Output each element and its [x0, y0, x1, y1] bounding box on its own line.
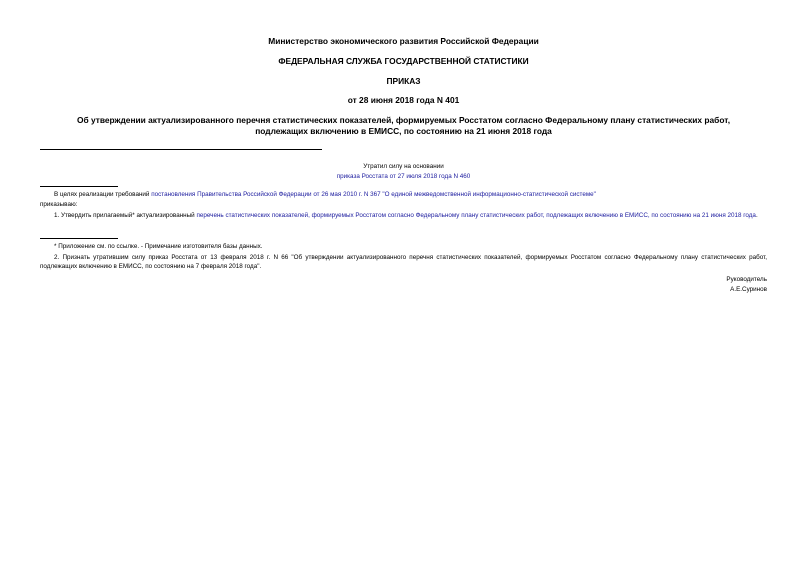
signature-position: Руководитель [726, 276, 767, 283]
item1-paragraph [40, 211, 767, 220]
void-note [200, 162, 607, 181]
doc-type-heading: ПРИКАЗ [386, 76, 421, 86]
note-rule [40, 186, 118, 187]
service-heading: ФЕДЕРАЛЬНАЯ СЛУЖБА ГОСУДАРСТВЕННОЙ СТАТИСТИКИ [278, 56, 529, 66]
item1-prefix: 1. Утвердить прилагаемый* актуализированный [54, 212, 197, 219]
signature-block [726, 275, 767, 294]
void-note-link[interactable]: приказа Росстата от 27 июля 2018 года N 460 [336, 172, 471, 180]
intro-prefix: В целях реализации требований [54, 191, 152, 198]
ministry-heading: Министерство экономического развития Российской Федерации [268, 36, 539, 46]
indicators-list-link[interactable]: перечень статистических показателей, формируемых Росстатом согласно Федеральному плану статистических работ, подлежащих включению в ЕМИСС, по состоянию на 21 июня 2018 года [196, 212, 756, 219]
order-word: приказываю: [40, 201, 78, 208]
footnote-rule [40, 238, 118, 239]
signature-name: А.Е.Суринов [730, 285, 767, 293]
item2-paragraph: 2. Признать утратившим силу приказ Росстата от 13 февраля 2018 г. N 66 "Об утверждении актуализированного перечня статистических показателей, формируемых Росстатом согласно Федеральному плану статистических работ, подлежащих включению в ЕМИСС, по состоянию на 7 февраля 2018 года". [40, 254, 767, 270]
void-note-text: Утратил силу на основании [363, 163, 444, 170]
separator-rule [40, 149, 322, 150]
document-title-line2: подлежащих включению в ЕМИСС, по состоянию на 21 июня 2018 года [255, 126, 552, 136]
intro-paragraph [40, 190, 767, 199]
item1-suffix: . [755, 212, 758, 219]
footnote-text: * Приложение см. по ссылке. - Примечание изготовителя базы данных. [54, 243, 263, 250]
government-decree-link[interactable]: постановления Правительства Российской Федерации от 26 мая 2010 г. N 367 "О единой межведомственной информационно-статистической системе" [151, 191, 596, 198]
date-number-heading: от 28 июня 2018 года N 401 [347, 95, 460, 105]
document-title-line1: Об утверждении актуализированного перечня статистических показателей, формируемых Росстатом согласно Федеральному плану статистических работ, [76, 115, 731, 125]
document-title [40, 115, 767, 137]
